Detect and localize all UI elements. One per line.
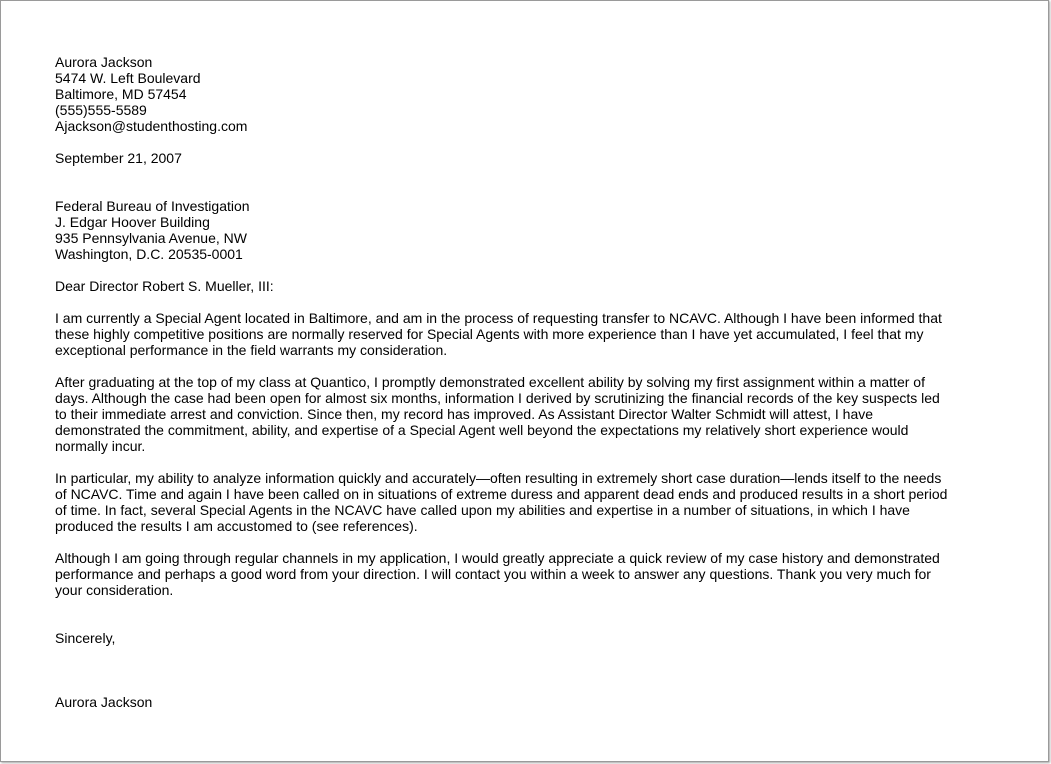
sender-city-state-zip: Baltimore, MD 57454 <box>55 86 187 102</box>
closing: Sincerely, <box>55 630 116 646</box>
sender-block <box>55 54 1005 134</box>
recipient-block <box>55 198 1005 262</box>
body-paragraph-4: Although I am going through regular channels in my application, I would greatly appreciate a quick review of my case history and demonstrated performance and perhaps a good word from your direction. I will contact you within a week to answer any questions. Thank you very much for your consideration. <box>55 550 940 598</box>
spacer <box>55 294 1005 310</box>
spacer <box>55 534 1005 550</box>
sender-email: Ajackson@studenthosting.com <box>55 118 248 134</box>
recipient-city: Washington, D.C. 20535-0001 <box>55 246 243 262</box>
spacer <box>55 166 1005 198</box>
recipient-organization: Federal Bureau of Investigation <box>55 198 250 214</box>
spacer <box>55 454 1005 470</box>
recipient-street: 935 Pennsylvania Avenue, NW <box>55 230 247 246</box>
body-paragraph-1: I am currently a Special Agent located in Baltimore, and am in the process of requesting transfer to NCAVC. Although I have been informed that these highly competitive positions are normally reserved for Special Agents with more experience than I have yet accumulated, I feel that my exceptional performance in the field warrants my consideration. <box>55 310 942 358</box>
spacer <box>55 262 1005 278</box>
cover-letter <box>55 54 1005 710</box>
spacer <box>55 134 1005 150</box>
spacer <box>55 598 1005 630</box>
sender-street: 5474 W. Left Boulevard <box>55 70 201 86</box>
salutation: Dear Director Robert S. Mueller, III: <box>55 278 274 294</box>
sender-name: Aurora Jackson <box>55 54 153 70</box>
recipient-building: J. Edgar Hoover Building <box>55 214 210 230</box>
body-paragraph-3: In particular, my ability to analyze information quickly and accurately—often resulting in extremely short case duration—lends itself to the needs of NCAVC. Time and again I have been called on in situations of extreme duress and apparent dead ends and produced results in a short period of time. In fact, several Special Agents in the NCAVC have called upon my abilities and expertise in a number of situations, in which I have produced the results I am accustomed to (see references). <box>55 470 948 534</box>
sender-phone: (555)555-5589 <box>55 102 147 118</box>
signature-name: Aurora Jackson <box>55 694 153 710</box>
letter-date: September 21, 2007 <box>55 150 182 166</box>
spacer <box>55 646 1005 694</box>
body-paragraph-2: After graduating at the top of my class at Quantico, I promptly demonstrated excellent ability by solving my first assignment within a matter of days. Although the case had been open for almost six months, information I derived by scrutinizing the financial records of the key suspects led to their immediate arrest and conviction. Since then, my record has improved. As Assistant Director Walter Schmidt will attest, I have demonstrated the commitment, ability, and expertise of a Special Agent well beyond the expectations my relatively short experience would normally incur. <box>55 374 940 454</box>
spacer <box>55 358 1005 374</box>
